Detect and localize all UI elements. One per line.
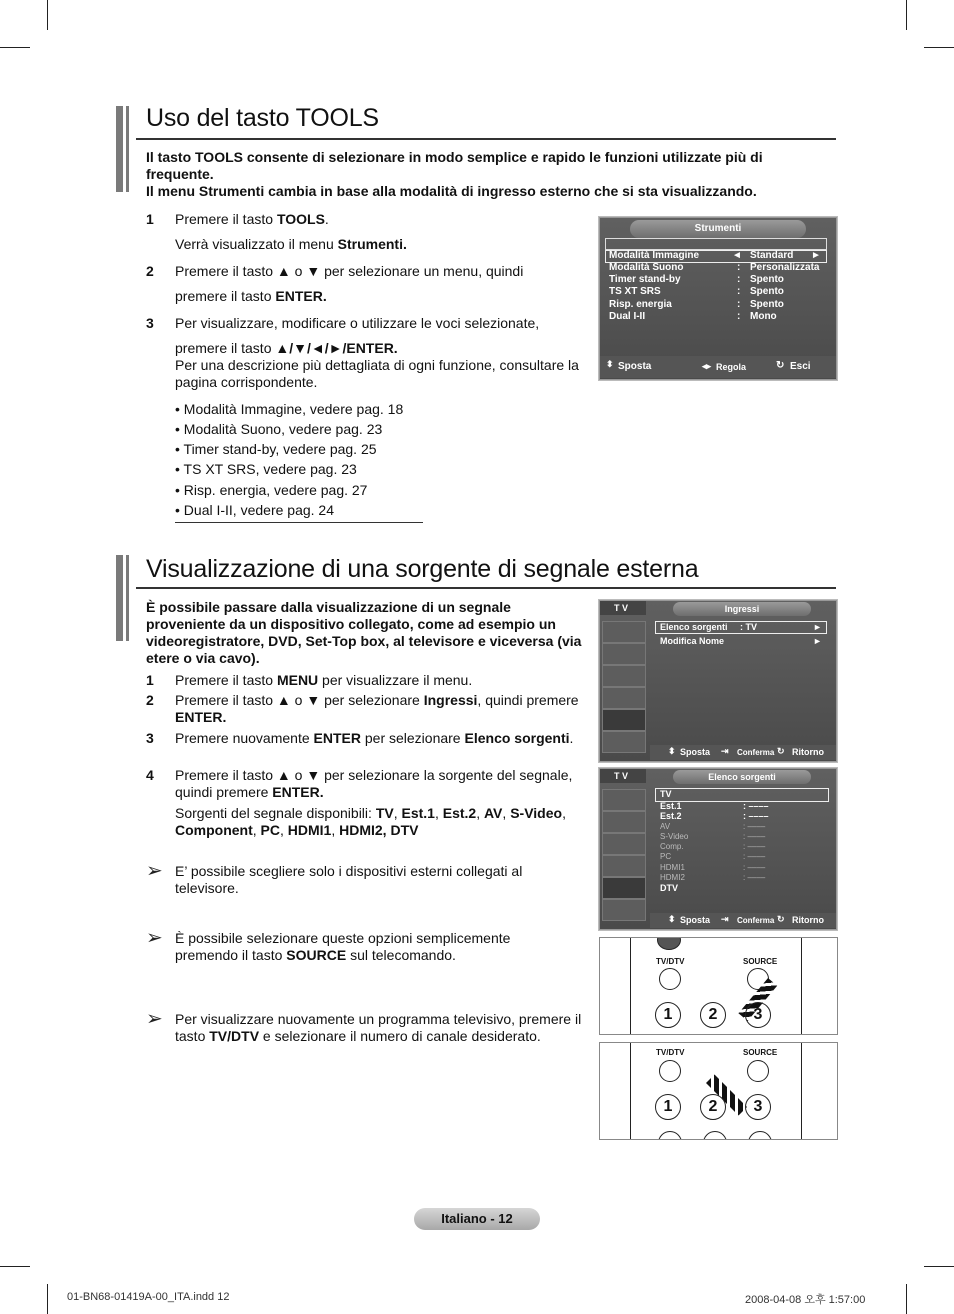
tv-mode-corner: T V [600, 601, 646, 615]
step-number: 3 [146, 315, 154, 331]
return-icon: ↻ [776, 360, 785, 371]
source-name: Est.2 [442, 805, 477, 821]
menu-item-label[interactable]: Elenco sorgenti [660, 622, 728, 632]
menu-footer [650, 745, 836, 760]
step-text-bold: ENTER. [272, 784, 324, 800]
step-text-part: . [569, 730, 574, 746]
note-arrow-icon: ➢ [146, 1008, 163, 1030]
source-item[interactable]: Comp. [660, 842, 684, 851]
menu-item-value: Spento [750, 286, 784, 297]
remote-illustration-source [599, 937, 838, 1035]
menu-item-label[interactable]: Modalità Suono [609, 262, 684, 273]
step-text-part: Premere il tasto [175, 672, 277, 688]
section-title: Visualizzazione di una sorgente di segnale esterna [146, 555, 699, 583]
note-text-part: È possibile selezionare queste opzioni semplicemente premendo il tasto [175, 930, 511, 963]
source-item[interactable]: TV [660, 789, 672, 799]
section-bar [126, 555, 129, 641]
step-text-part: Premere nuovamente [175, 730, 314, 746]
crop-mark [906, 0, 907, 30]
step-text-part: Premere il tasto ▲ o ▼ per selezionare la sorgente del segnale, quindi premere [175, 767, 573, 800]
sound-menu-icon[interactable] [602, 643, 646, 665]
separator: : [737, 311, 741, 322]
menu-item-label[interactable]: Risp. energia [609, 299, 672, 310]
step-text-part: premere il tasto [175, 340, 276, 356]
step-text-part: Premere il tasto ▲ o ▼ per selezionare [175, 692, 424, 708]
input-menu-icon[interactable] [602, 877, 646, 899]
digital-menu-icon[interactable] [602, 731, 646, 753]
menu-tab: Elenco sorgenti [673, 770, 811, 784]
step-text-bold: ▲/▼/◄/►/ENTER. [275, 340, 398, 356]
file-slug: 01-BN68-01419A-00_ITA.indd 12 [67, 1291, 230, 1303]
step-text: Per visualizzare, modificare o utilizzare le voci selezionate, [175, 315, 540, 331]
step-text [175, 767, 575, 801]
step-text-bold: Strumenti. [337, 236, 407, 252]
tv-dtv-label: TV/DTV [656, 957, 685, 966]
selected-row-box [655, 788, 829, 802]
return-icon: ↻ [777, 746, 785, 756]
reference-item: • Modalità Suono, vedere pag. 23 [175, 421, 383, 437]
source-value: : –––– [743, 873, 766, 882]
source-name: PC [260, 822, 280, 838]
menu-item-value: Standard [750, 250, 794, 261]
step-number: 4 [146, 767, 154, 783]
page-number-badge: Italiano - 12 [414, 1208, 540, 1230]
digit-button[interactable]: 3 [745, 1094, 771, 1120]
reference-item: • Dual I-II, vedere pag. 24 [175, 502, 334, 518]
menu-tab: Strumenti [630, 220, 806, 238]
footer-exit: Esci [790, 361, 811, 372]
menu-footer [600, 356, 836, 378]
menu-header-box [605, 238, 827, 250]
source-button[interactable] [747, 1060, 769, 1082]
return-icon: ↻ [777, 914, 785, 924]
step-text-bold: Elenco sorgenti [464, 730, 570, 746]
right-arrow-icon: ► [813, 622, 822, 632]
ingressi-menu-screen [599, 600, 837, 762]
source-value: : –––– [743, 822, 766, 831]
step-number: 2 [146, 263, 154, 279]
step-text [175, 288, 595, 305]
source-item[interactable]: DTV [660, 883, 678, 893]
digit-button[interactable]: 2 [700, 1002, 726, 1028]
menu-tab: Ingressi [673, 602, 811, 616]
source-label: SOURCE [743, 957, 778, 966]
step-text-part: per selezionare [360, 730, 465, 746]
enter-icon: ⇥ [721, 914, 729, 924]
menu-item-label[interactable]: Dual I-II [609, 311, 646, 322]
note-text [175, 930, 575, 964]
step-text: Premere il tasto ▲ o ▼ per selezionare un menu, quindi [175, 263, 524, 279]
menu-item-value: Personalizzata [750, 262, 820, 273]
picture-menu-icon[interactable] [602, 621, 646, 643]
note-text [175, 1011, 595, 1045]
digital-menu-icon[interactable] [602, 899, 646, 921]
crop-mark [47, 0, 48, 30]
tv-mode-corner: T V [600, 769, 646, 783]
crop-mark [0, 1266, 30, 1267]
step-text-part: Premere il tasto [175, 211, 277, 227]
reference-item: • Timer stand-by, vedere pag. 25 [175, 441, 377, 457]
step-text-bold: ENTER. [275, 288, 327, 304]
section-title: Uso del tasto TOOLS [146, 104, 379, 132]
enter-icon: ⇥ [721, 746, 729, 756]
step-text [175, 340, 595, 357]
step-text-part: premere il tasto [175, 288, 276, 304]
menu-item-value: Spento [750, 274, 784, 285]
source-name: S-Video [510, 805, 563, 821]
menu-item-value: : TV [740, 622, 757, 632]
footer-move: Sposta [680, 747, 711, 757]
section-bar [116, 555, 123, 641]
tv-dtv-button[interactable] [659, 1060, 681, 1082]
step-text [175, 730, 585, 747]
section-intro [146, 149, 826, 200]
input-menu-icon[interactable] [602, 709, 646, 731]
menu-item-value: Mono [750, 311, 777, 322]
digit-button[interactable]: 2 [700, 1094, 726, 1120]
source-item[interactable]: Est.1 [660, 801, 682, 811]
step-text: Per una descrizione più dettagliata di ogni funzione, consultare la pagina corrispondente. [175, 357, 579, 390]
step-number: 1 [146, 211, 154, 227]
separator: : [737, 274, 741, 285]
source-item[interactable]: PC [660, 852, 672, 861]
crop-mark [924, 1266, 954, 1267]
section-bar [116, 106, 123, 192]
remote-illustration-tvdtv [599, 1042, 838, 1140]
note-text-bold: SOURCE [286, 947, 347, 963]
channel-menu-icon[interactable] [602, 833, 646, 855]
footer-move: Sposta [680, 915, 711, 925]
footer-back: Ritorno [792, 915, 824, 925]
footer-confirm: Conferma [737, 748, 775, 757]
right-arrow-icon: ► [811, 250, 821, 261]
reference-item: • Risp. energia, vedere pag. 27 [175, 482, 368, 498]
note-text: E’ possibile scegliere solo i dispositivi esterni collegati al televisore. [175, 863, 523, 896]
source-name: HDMI2, DTV [339, 822, 419, 838]
step-text-part: . [324, 211, 329, 227]
source-item[interactable]: S-Video [660, 832, 689, 841]
source-label: SOURCE [743, 1048, 778, 1057]
intro-line: Il menu Strumenti cambia in base alla modalità di ingresso esterno che si sta visualizzando. [146, 183, 757, 199]
up-down-icon: ⬍ [606, 359, 614, 369]
source-value: : –––– [743, 832, 766, 841]
sound-menu-icon[interactable] [602, 811, 646, 833]
source-name: AV [483, 805, 503, 821]
source-list: Sorgenti del segnale disponibili: TV, Est.1, Est.2, AV, S-Video, Component, PC, HDMI1, HDMI2, DTV [175, 805, 566, 838]
source-name: Est.1 [401, 805, 435, 821]
source-item[interactable]: AV [660, 822, 671, 831]
tv-dtv-button[interactable] [659, 968, 681, 990]
step-text-bold: Ingressi [423, 692, 478, 708]
intro-line: Il tasto TOOLS consente di selezionare in modo semplice e rapido le funzioni utilizzate più di frequente. [146, 149, 763, 182]
digit-button[interactable]: 3 [745, 1002, 771, 1028]
step-number: 1 [146, 672, 154, 688]
note-text-bold: TV/DTV [209, 1028, 260, 1044]
note-text-part: Per visualizzare nuovamente un programma televisivo, premere il tasto [175, 1011, 582, 1044]
menu-footer [650, 913, 836, 928]
menu-item-label[interactable]: Timer stand-by [609, 274, 681, 285]
left-arrow-icon: ◄ [732, 250, 742, 261]
source-list-screen [599, 768, 837, 930]
note-text-part: e selezionare il numero di canale desiderato. [259, 1028, 541, 1044]
source-item[interactable]: HDMI1 [660, 863, 685, 872]
separator: : [737, 262, 741, 273]
step-text-bold: TOOLS [276, 211, 325, 227]
step-text [175, 692, 585, 726]
step-text [175, 211, 595, 228]
up-down-icon: ⬍ [668, 746, 676, 756]
menu-item-label[interactable]: Modifica Nome [660, 636, 725, 646]
source-item[interactable]: Est.2 [660, 811, 682, 821]
source-value: : –––– [743, 863, 766, 872]
picture-menu-icon[interactable] [602, 789, 646, 811]
up-down-icon: ⬍ [668, 914, 676, 924]
crop-mark [47, 1284, 48, 1314]
note-text-part: sul telecomando. [346, 947, 456, 963]
tv-dtv-label: TV/DTV [656, 1048, 685, 1057]
digit-button[interactable]: 1 [655, 1002, 681, 1028]
source-value: : –––– [743, 842, 766, 851]
step-text-bold: MENU [276, 672, 319, 688]
reference-item: • Modalità Immagine, vedere pag. 18 [175, 401, 404, 417]
footer-back: Ritorno [792, 747, 824, 757]
right-arrow-icon: ► [813, 636, 822, 646]
step-text [175, 672, 585, 689]
menu-item-label[interactable]: Modalità Immagine [609, 250, 700, 261]
step-text-part: Verrà visualizzato il menu [175, 236, 338, 252]
digit-button[interactable]: 1 [655, 1094, 681, 1120]
step-text-bold: ENTER. [175, 709, 227, 725]
section-bar [126, 106, 129, 192]
source-list-label: Sorgenti del segnale disponibili: [175, 805, 376, 821]
step-text-bold: ENTER [313, 730, 361, 746]
tools-menu-screen [599, 217, 837, 380]
note-arrow-icon: ➢ [146, 927, 163, 949]
footer-move: Sposta [618, 361, 652, 372]
step-text-part: , quindi premere [477, 692, 579, 708]
list-rule [175, 522, 423, 523]
left-right-icon: ◂▸ [702, 361, 712, 371]
step-number: 2 [146, 692, 154, 708]
title-rule [136, 138, 836, 140]
crop-mark [906, 1284, 907, 1314]
step-text [175, 236, 595, 253]
step-text-part: per visualizzare il menu. [318, 672, 473, 688]
section-intro: È possibile passare dalla visualizzazione di un segnale proveniente da un dispositivo collegato, come ad esempio un videoregistratore, DVD, Set-Top box, al televisore e viceversa (via etere o via cavo). [146, 599, 582, 666]
crop-mark [0, 47, 30, 48]
source-name: TV [375, 805, 394, 821]
menu-item-label[interactable]: TS XT SRS [609, 286, 661, 297]
crop-mark [924, 47, 954, 48]
note-arrow-icon: ➢ [146, 860, 163, 882]
setup-menu-icon[interactable] [602, 687, 646, 709]
separator: : [737, 286, 741, 297]
menu-item-value: Spento [750, 299, 784, 310]
source-value: : –––– [743, 811, 769, 821]
setup-menu-icon[interactable] [602, 855, 646, 877]
timestamp-slug: 2008-04-08 오후 1:57:00 [745, 1294, 866, 1306]
source-name: HDMI1 [287, 822, 332, 838]
source-item[interactable]: HDMI2 [660, 873, 685, 882]
separator: : [737, 299, 741, 310]
reference-item: • TS XT SRS, vedere pag. 23 [175, 461, 357, 477]
footer-confirm: Conferma [737, 916, 775, 925]
step-number: 3 [146, 730, 154, 746]
source-value: : –––– [743, 852, 766, 861]
footer-adjust: Regola [716, 362, 747, 372]
source-value: : –––– [743, 801, 769, 811]
title-rule [136, 587, 836, 589]
channel-menu-icon[interactable] [602, 665, 646, 687]
source-name: Component [175, 822, 253, 838]
